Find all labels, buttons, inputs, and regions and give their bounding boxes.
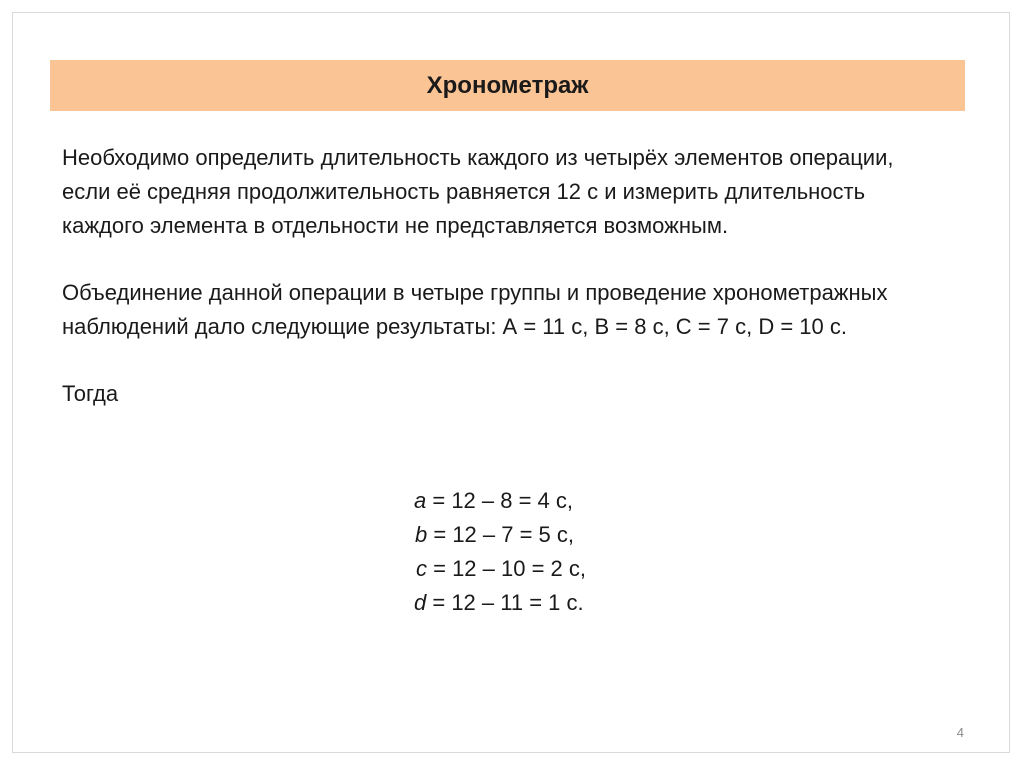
paragraph-results: Объединение данной операции в четыре группы и проведение хронометражных наблюдений дало следующие результаты: А = 11 с, В = 8 с, С = 7 с, D = 10 с.	[62, 280, 888, 339]
equation-variable: a	[414, 488, 427, 513]
equation-a	[414, 484, 586, 518]
equation-expression: = 12 – 11 = 1 с.	[426, 590, 584, 615]
page-number: 4	[956, 725, 964, 740]
slide-title: Хронометраж	[426, 71, 589, 99]
equation-expression: = 12 – 10 = 2 с,	[427, 556, 587, 581]
then-label: Тогда	[62, 381, 119, 406]
equation-variable: d	[414, 590, 427, 615]
equation-variable: c	[416, 556, 427, 581]
equation-variable: b	[415, 522, 428, 547]
equation-c	[416, 552, 586, 586]
equation-expression: = 12 – 8 = 4 с,	[426, 488, 574, 513]
equation-d	[414, 586, 586, 620]
equations-block	[414, 484, 586, 620]
paragraph-problem: Необходимо определить длительность каждого из четырёх элементов операции, если её средняя продолжительность равняется 12 с и измерить длительность каждого элемента в отдельности не представляется возможным.	[62, 145, 894, 238]
title-bar	[50, 60, 965, 111]
slide-content	[62, 141, 942, 411]
equation-b	[415, 518, 586, 552]
equation-expression: = 12 – 7 = 5 с,	[427, 522, 575, 547]
